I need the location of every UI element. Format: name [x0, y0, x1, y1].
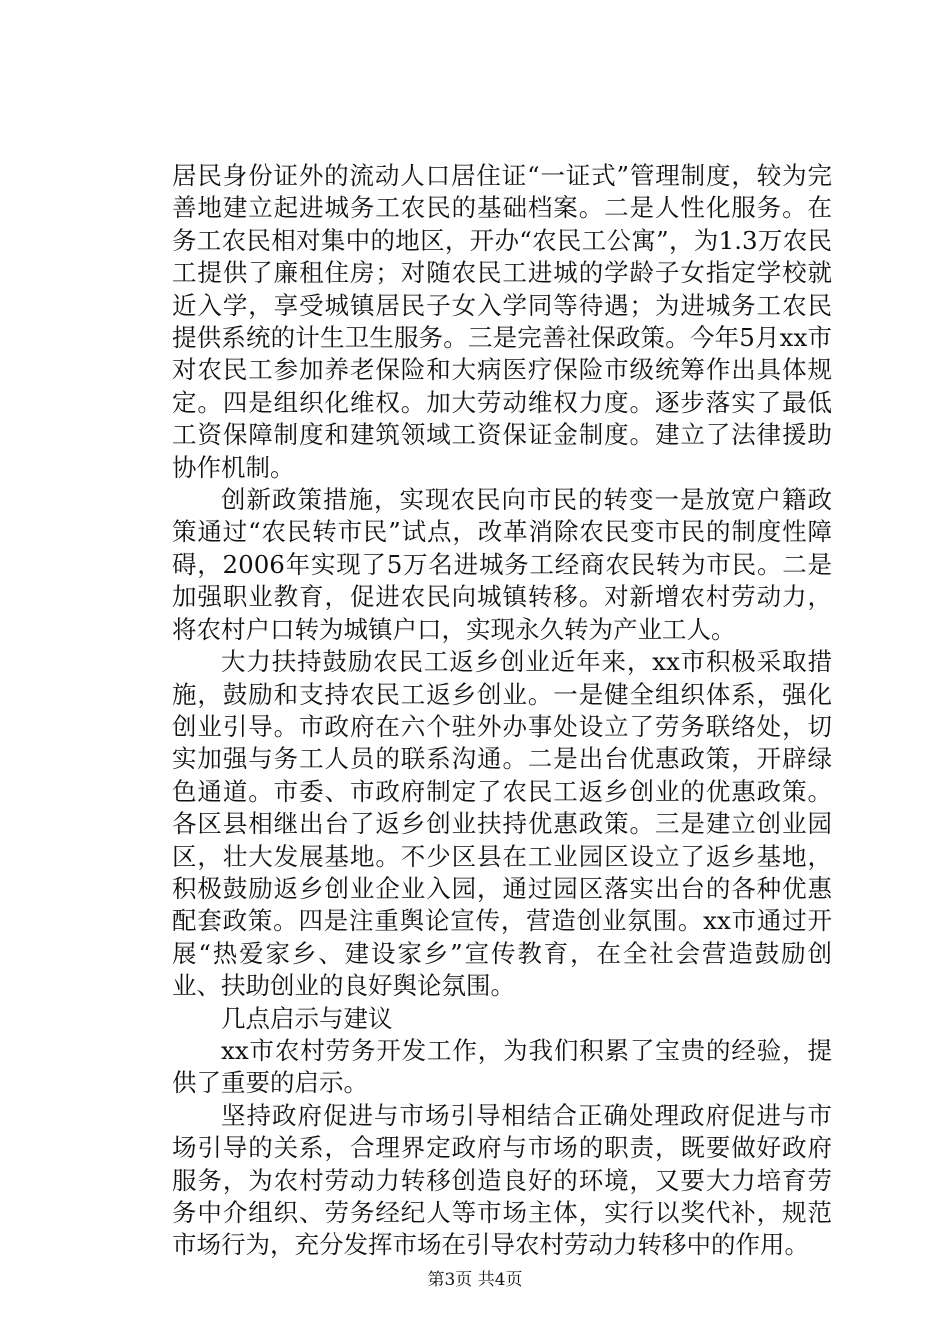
document-body [172, 160, 832, 1262]
paragraph-return-entrepreneurship: 大力扶持鼓励农民工返乡创业近年来，xx市积极采取措施，鼓励和支持农民工返乡创业。一是健全组织体系，强化创业引导。市政府在六个驻外办事处设立了劳务联络处，切实加强与务工人员的联系沟通。二是出台优惠政策，开辟绿色通道。市委、市政府制定了农民工返乡创业的优惠政策。各区县相继出台了返乡创业扶持优惠政策。三是建立创业园区，壮大发展基地。不少区县在工业园区设立了返乡基地，积极鼓励返乡创业企业入园，通过园区落实出台的各种优惠配套政策。四是注重舆论宣传，营造创业氛围。xx市通过开展“热爱家乡、建设家乡”宣传教育，在全社会营造鼓励创业、扶助创业的良好舆论氛围。 [172, 647, 832, 1001]
paragraph-policy-innovation: 创新政策措施，实现农民向市民的转变一是放宽户籍政策通过“农民转市民”试点，改革消除农民变市民的制度性障碍，2006年实现了5万名进城务工经商农民转为市民。二是加强职业教育，促进农民向城镇转移。对新增农村劳动力，将农村户口转为城镇户口，实现永久转为产业工人。 [172, 485, 832, 644]
paragraph-experience: xx市农村劳务开发工作，为我们积累了宝贵的经验，提供了重要的启示。 [172, 1035, 832, 1098]
page-number-footer: 第3页 共4页 [427, 1270, 523, 1290]
paragraph-continued: 居民身份证外的流动人口居住证“一证式”管理制度，较为完善地建立起进城务工农民的基础档案。二是人性化服务。在务工农民相对集中的地区，开办“农民工公寓”，为1.3万农民工提供了廉租住房；对随农民工进城的学龄子女指定学校就近入学，享受城镇居民子女入学同等待遇；为进城务工农民提供系统的计生卫生服务。三是完善社保政策。今年5月xx市对农民工参加养老保险和大病医疗保险市级统筹作出具体规定。四是组织化维权。加大劳动维权力度。逐步落实了最低工资保障制度和建筑领域工资保证金制度。建立了法律援助协作机制。 [172, 161, 832, 482]
section-heading-suggestions: 几点启示与建议 [221, 1003, 393, 1033]
paragraph-government-market: 坚持政府促进与市场引导相结合正确处理政府促进与市场引导的关系，合理界定政府与市场的职责，既要做好政府服务，为农村劳动力转移创造良好的环境，又要大力培育劳务中介组织、劳务经纪人等市场主体，实行以奖代补，规范市场行为，充分发挥市场在引导农村劳动力转移中的作用。 [172, 1100, 832, 1260]
